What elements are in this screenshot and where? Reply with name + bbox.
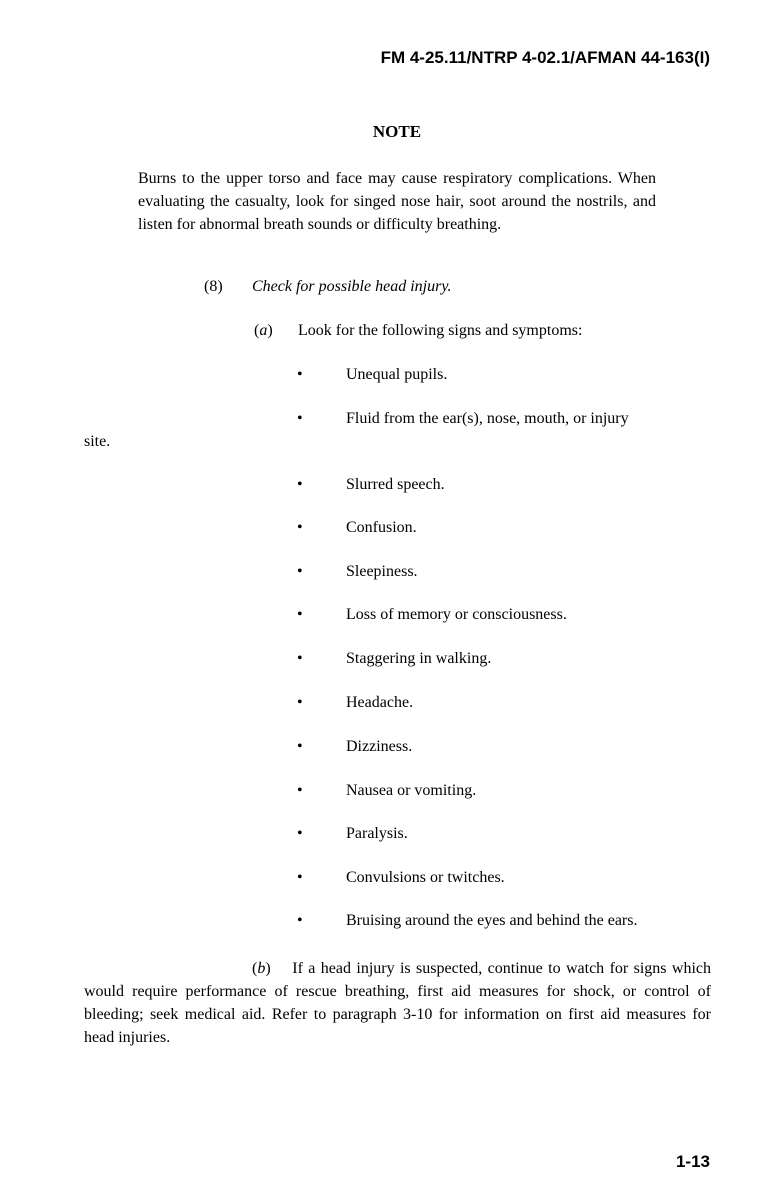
note-title: NOTE — [372, 122, 422, 141]
list-item: Unequal pupils. — [346, 366, 448, 383]
subparagraph-a-letter: a — [259, 322, 268, 339]
bullet-icon: • — [297, 869, 303, 886]
bullet-icon: • — [297, 825, 303, 842]
bullet-icon: • — [297, 410, 303, 427]
list-item: Slurred speech. — [346, 476, 445, 493]
bullet-icon: • — [297, 912, 303, 929]
list-item: Dizziness. — [346, 738, 413, 755]
list-item: Loss of memory or consciousness. — [346, 606, 567, 623]
list-item: Headache. — [346, 694, 414, 711]
list-item: Paralysis. — [346, 825, 408, 842]
list-item: Fluid from the ear(s), nose, mouth, or injury — [346, 410, 629, 427]
bullet-icon: • — [297, 476, 303, 493]
list-item: Sleepiness. — [346, 563, 418, 580]
step-number: (8) — [204, 278, 223, 295]
list-item-continuation: site. — [84, 433, 111, 450]
bullet-icon: • — [297, 519, 303, 536]
list-item: Bruising around the eyes and behind the ears. — [346, 912, 638, 929]
bullet-icon: • — [297, 650, 303, 667]
bullet-icon: • — [297, 782, 303, 799]
list-item: Staggering in walking. — [346, 650, 492, 667]
list-item: Convulsions or twitches. — [346, 869, 505, 886]
bullet-icon: • — [297, 606, 303, 623]
bullet-icon: • — [297, 694, 303, 711]
subparagraph-a-label: (a) — [254, 322, 273, 339]
subparagraph-a-text: Look for the following signs and symptoms: — [298, 322, 583, 339]
bullet-icon: • — [297, 738, 303, 755]
page-number: 1-13 — [675, 1152, 710, 1171]
bullet-icon: • — [297, 563, 303, 580]
note-body: Burns to the upper torso and face may cause respiratory complications. When evaluating the casualty, look for singed nose hair, soot around the nostrils, and listen for abnormal breath sounds or difficulty breathing. — [138, 170, 656, 233]
step-heading: Check for possible head injury. — [252, 278, 452, 295]
list-item: Confusion. — [346, 519, 417, 536]
list-item: Nausea or vomiting. — [346, 782, 477, 799]
running-header: FM 4-25.11/NTRP 4-02.1/AFMAN 44-163(I) — [380, 48, 710, 67]
bullet-icon: • — [297, 366, 303, 383]
subparagraph-b-letter: b — [257, 960, 266, 977]
subparagraph-b-text: If a head injury is suspected, continue to watch for signs which would require performance of rescue breathing, first aid measures for shock, or control of bleeding; seek medical aid. Refer to paragraph 3-10 for information on first aid measures for head injuries. — [84, 960, 712, 1046]
subparagraph-b: (b) If a head injury is suspected, continue to watch for signs which would require performance of rescue breathing, first aid measures for shock, or control of bleeding; seek medical aid. Refer to paragraph 3-10 for information on first aid measures for head injuries. — [84, 960, 712, 1046]
